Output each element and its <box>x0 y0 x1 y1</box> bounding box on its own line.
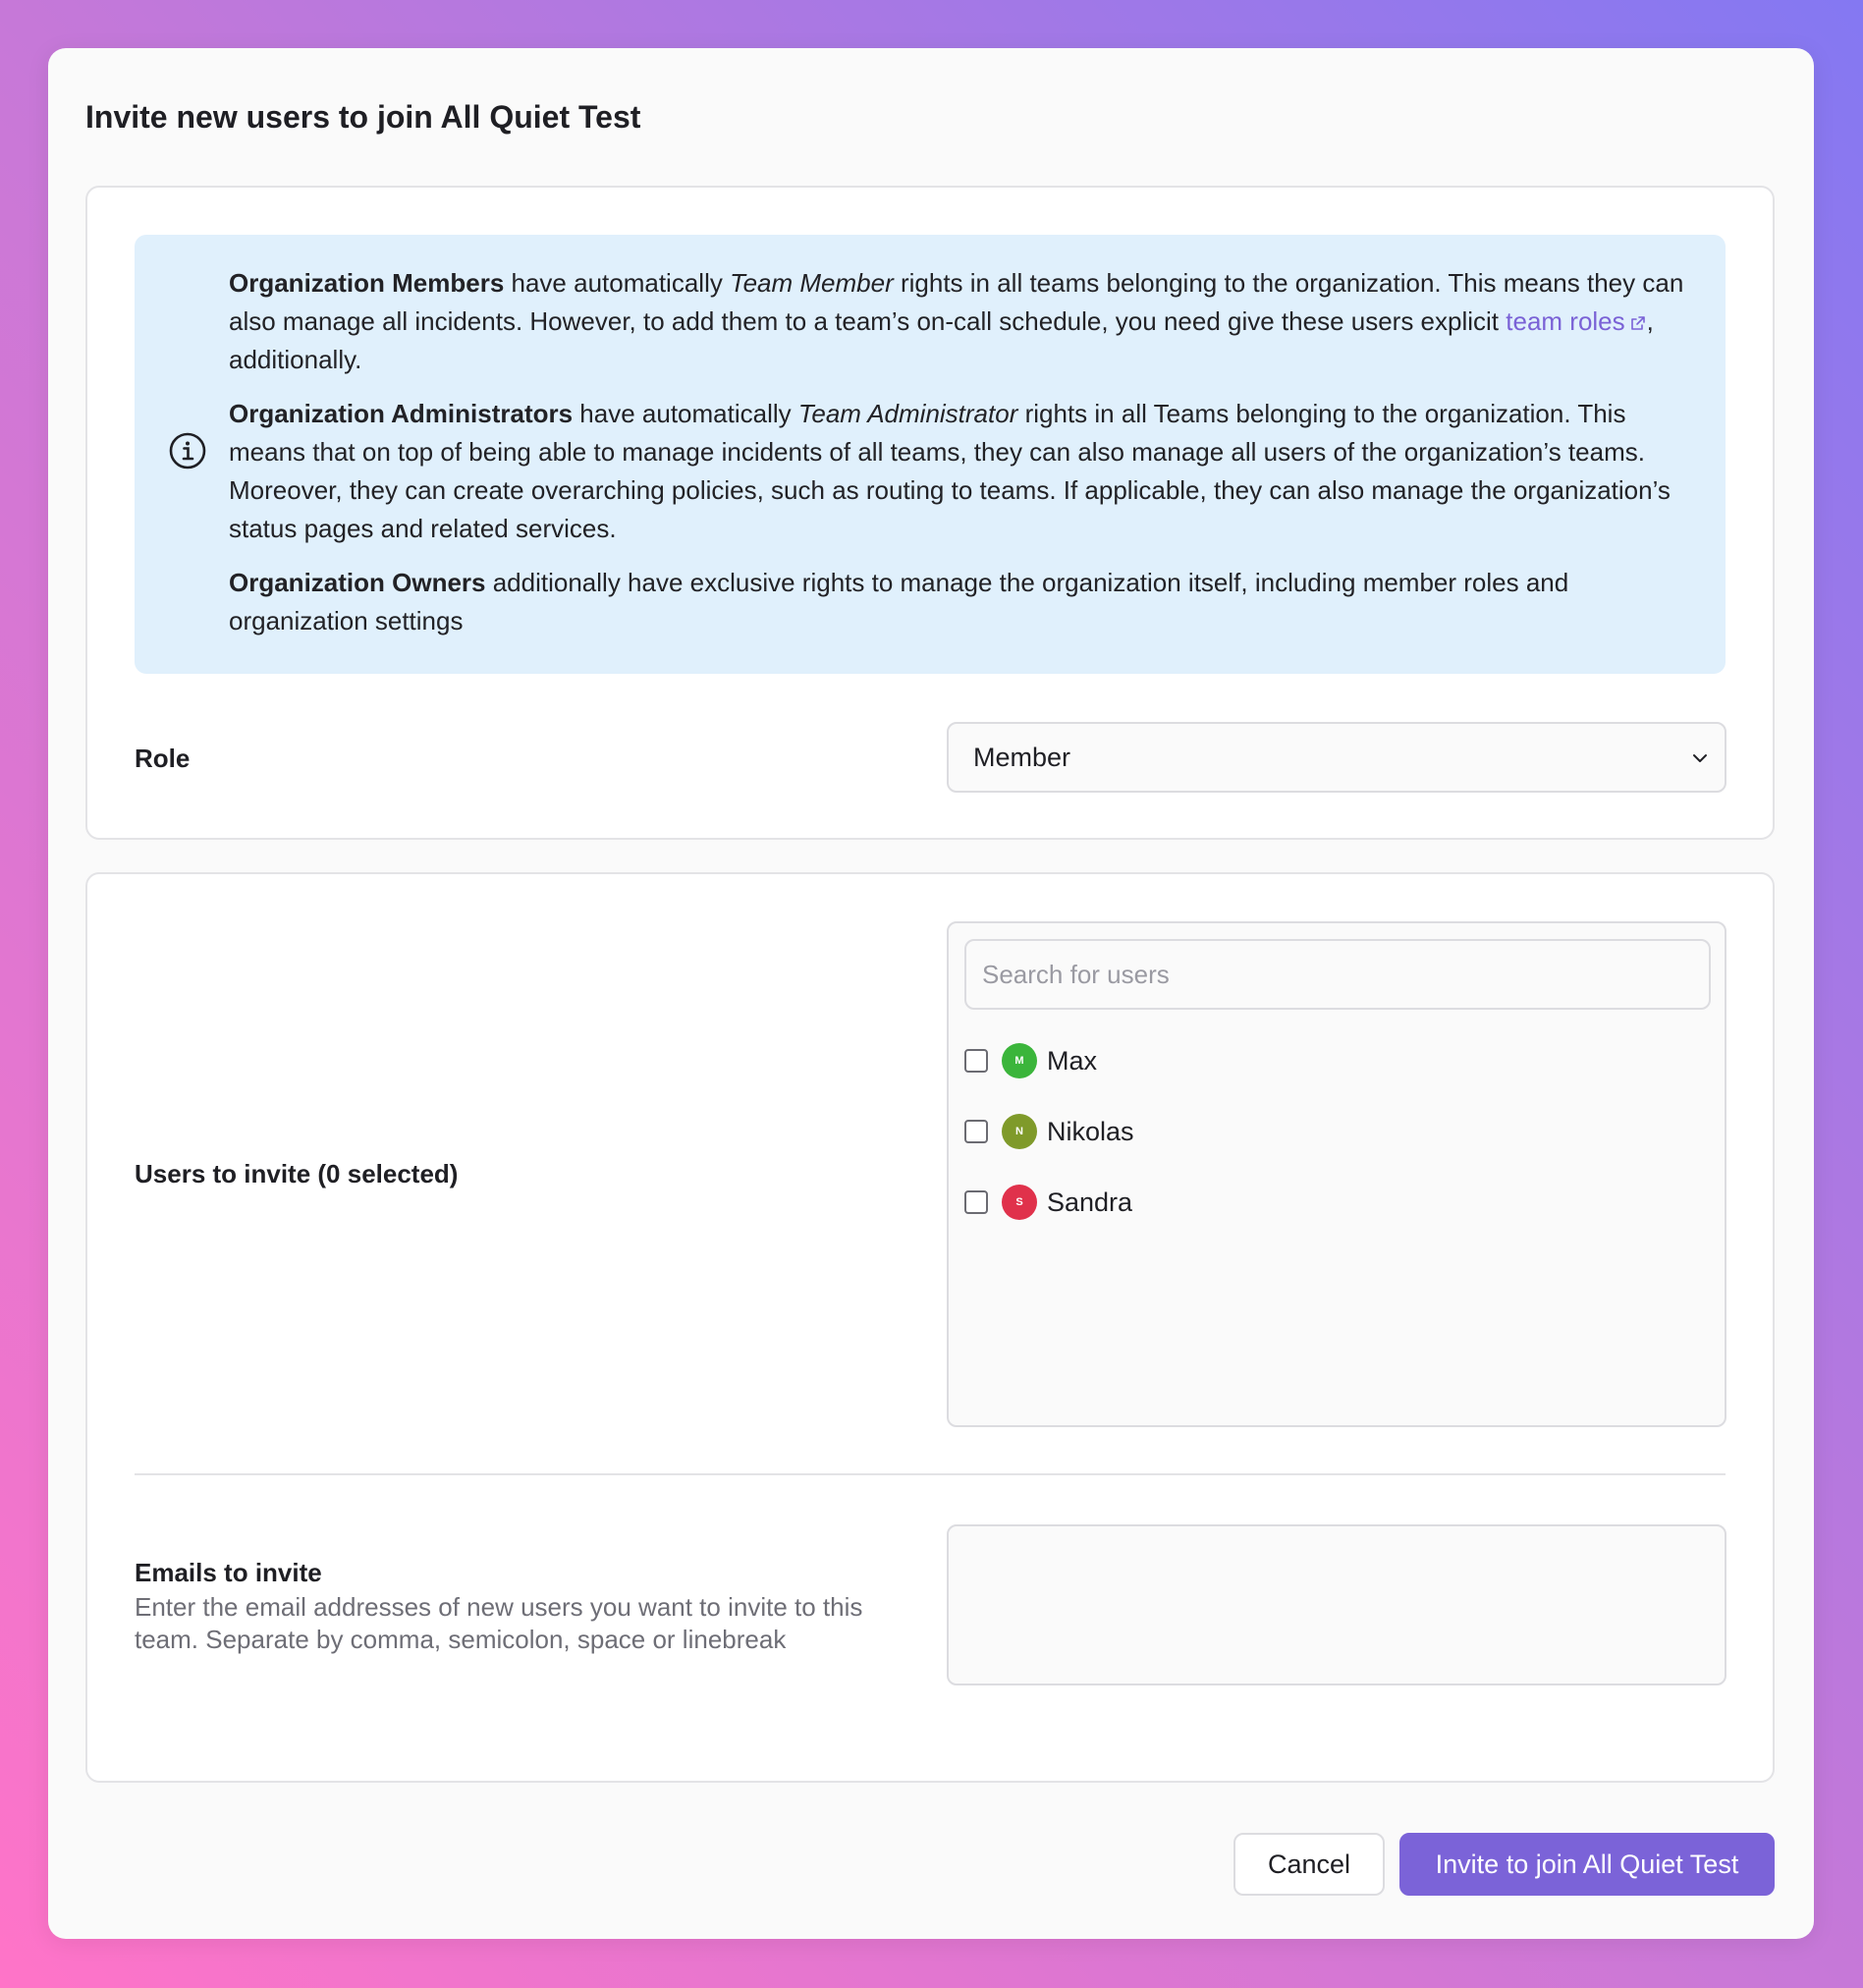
info-text <box>229 264 1702 656</box>
users-panel <box>947 921 1726 1427</box>
avatar: S <box>1002 1185 1037 1220</box>
user-checkbox[interactable] <box>964 1120 988 1143</box>
user-name: Sandra <box>1047 1187 1133 1217</box>
info-members-paragraph: Organization Members have automatically Team Member rights in all teams belonging to the organization. This means they can also manage all incidents. However, to add them to a team’s on-call schedule, you need give these users explicit team roles , additionally. <box>229 268 1684 374</box>
team-roles-link[interactable]: team roles <box>1506 306 1646 336</box>
user-checkbox[interactable] <box>964 1049 988 1073</box>
users-card <box>85 872 1775 1783</box>
user-row-max[interactable] <box>964 1041 1097 1080</box>
info-owners-paragraph: Organization Owners additionally have exclusive rights to manage the organization itself, including member roles and organization settings <box>229 568 1569 635</box>
info-box <box>135 235 1726 674</box>
user-row-nikolas[interactable] <box>964 1112 1134 1151</box>
user-name: Max <box>1047 1045 1098 1076</box>
role-card <box>85 186 1775 840</box>
avatar: N <box>1002 1114 1037 1149</box>
emails-textarea[interactable] <box>947 1524 1726 1685</box>
members-term: Organization Members <box>229 268 505 298</box>
users-to-invite-label: Users to invite (0 selected) <box>135 1159 459 1188</box>
role-select-value: Member <box>973 742 1071 772</box>
emails-help-text: Enter the email addresses of new users you want to invite to this team. Separate by comma, semicolon, space or linebreak <box>135 1592 863 1654</box>
section-divider <box>135 1473 1726 1475</box>
role-select[interactable] <box>947 722 1726 793</box>
admins-term: Organization Administrators <box>229 399 574 428</box>
invite-users-modal <box>48 48 1814 1939</box>
invite-button[interactable]: Invite to join All Quiet Test <box>1399 1833 1775 1896</box>
search-users-input[interactable] <box>964 939 1711 1010</box>
admins-role: Team Administrator <box>797 399 1018 428</box>
members-role: Team Member <box>730 268 894 298</box>
info-admins-paragraph: Organization Administrators have automatically Team Administrator rights in all Teams belonging to the organization. This means that on top of being able to manage incidents of all teams, they can also manage all users of the organization’s teams. Moreover, they can create overarching policies, such as routing to teams. If applicable, they can also manage the organization’s status pages and related services. <box>229 399 1671 543</box>
emails-label: Emails to invite <box>135 1558 322 1587</box>
user-checkbox[interactable] <box>964 1190 988 1214</box>
role-label: Role <box>135 744 191 773</box>
avatar: M <box>1002 1043 1037 1078</box>
info-circle-icon <box>168 431 207 470</box>
chevron-down-icon <box>1689 747 1711 769</box>
cancel-button[interactable]: Cancel <box>1233 1833 1385 1896</box>
user-name: Nikolas <box>1047 1116 1134 1146</box>
external-link-icon <box>1629 314 1647 332</box>
owners-term: Organization Owners <box>229 568 486 597</box>
user-row-sandra[interactable] <box>964 1183 1132 1222</box>
modal-title: Invite new users to join All Quiet Test <box>85 99 641 135</box>
